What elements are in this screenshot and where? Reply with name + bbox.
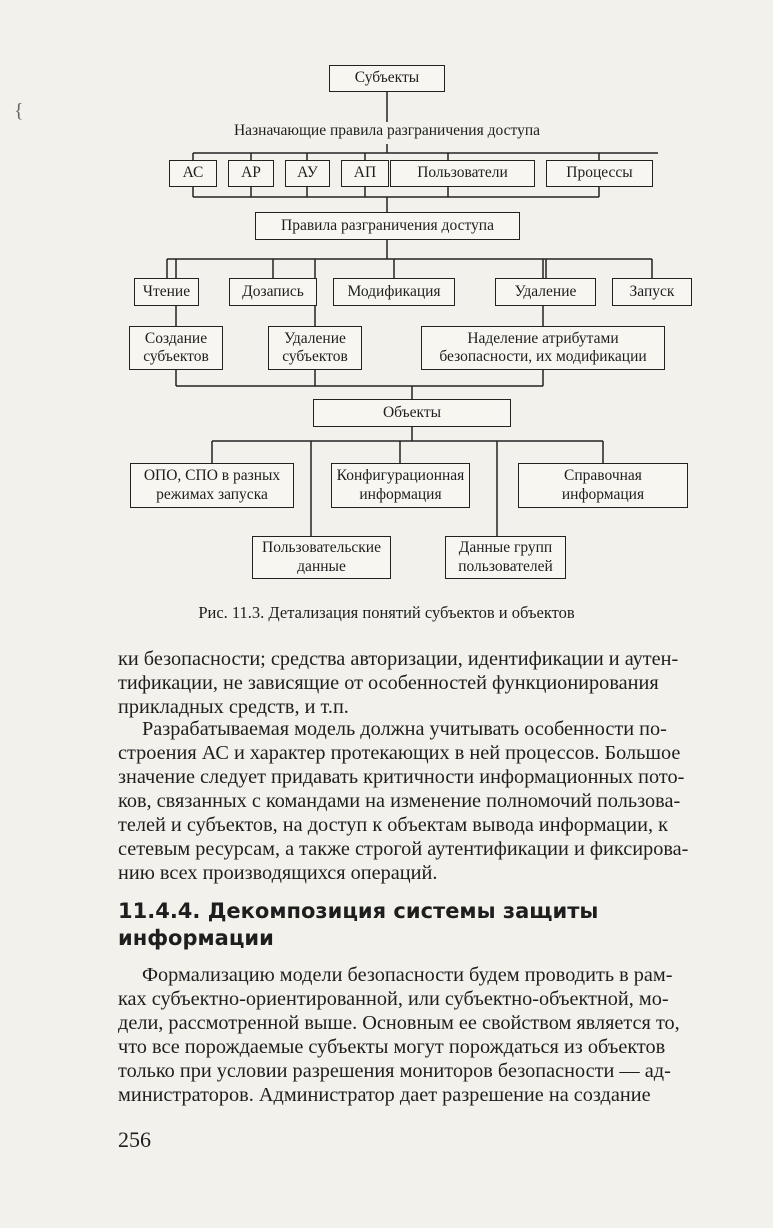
op-read: Чтение <box>134 278 199 306</box>
figure-caption: Рис. 11.3. Детализация понятий субъектов и объектов <box>198 603 575 622</box>
section-heading: 11.4.4. Декомпозиция системы защиты информации <box>118 899 599 950</box>
reference-info-box: Справочная информация <box>518 463 688 508</box>
assign-rules-label: Назначающие правила разграничения доступа <box>233 122 540 139</box>
page-number: 256 <box>118 1127 151 1152</box>
paragraph-model-requirements: Разрабатываемая модель должна учитывать особенности по- строения АС и характер протекающих в ней процессов. Большое значение следует придавать критичности информационных пото- ков, связанных с командами на изменение полномочий пользова- телей и субъектов, на доступ к объектам вывода информации, к сетевым ресурсам, а также строгой аутентификации и фиксирова- нию всех производящихся операций. <box>118 718 689 884</box>
assigner-users: Пользователи <box>390 160 535 187</box>
assigner-au: АУ <box>285 160 330 187</box>
subjects-box: Субъекты <box>329 65 445 92</box>
user-data-box: Пользовательские данные <box>252 536 391 579</box>
op-append: Дозапись <box>229 278 317 306</box>
config-info-box: Конфигурационная информация <box>331 463 470 508</box>
create-subjects-box: Создание субъектов <box>129 326 223 370</box>
assigner-processes: Процессы <box>546 160 653 187</box>
paragraph-formalization: Формализацию модели безопасности будем проводить в рам- ках субъектно-ориентированной, или субъектно-объектной, мо- дели, рассмотренной выше. Основным ее свойством является то, что все порождаемые субъекты могут порождаться из объектов только при условии разрешения мониторов безопасности — ад- министраторов. Администратор дает разрешение на создание <box>118 964 680 1106</box>
op-launch: Запуск <box>612 278 692 306</box>
assign-attributes-box: Наделение атрибутами безопасности, их модификации <box>421 326 665 370</box>
op-modify: Модификация <box>333 278 455 306</box>
delete-subjects-box: Удаление субъектов <box>268 326 362 370</box>
group-data-box: Данные групп пользователей <box>445 536 566 579</box>
assigner-as: АС <box>169 160 217 187</box>
software-modes-box: ОПО, СПО в разных режимах запуска <box>130 463 294 508</box>
access-rules-box: Правила разграничения доступа <box>255 212 520 240</box>
assigner-ap: АП <box>341 160 389 187</box>
margin-pencil-mark: { <box>14 100 24 122</box>
objects-box: Объекты <box>313 399 511 427</box>
op-delete: Удаление <box>495 278 596 306</box>
assigner-ar: АР <box>228 160 274 187</box>
paragraph-continuation: ки безопасности; средства авторизации, идентификации и аутен- тификации, не зависящие от особенностей функционирования прикладных средств, и т.п. <box>118 648 679 718</box>
